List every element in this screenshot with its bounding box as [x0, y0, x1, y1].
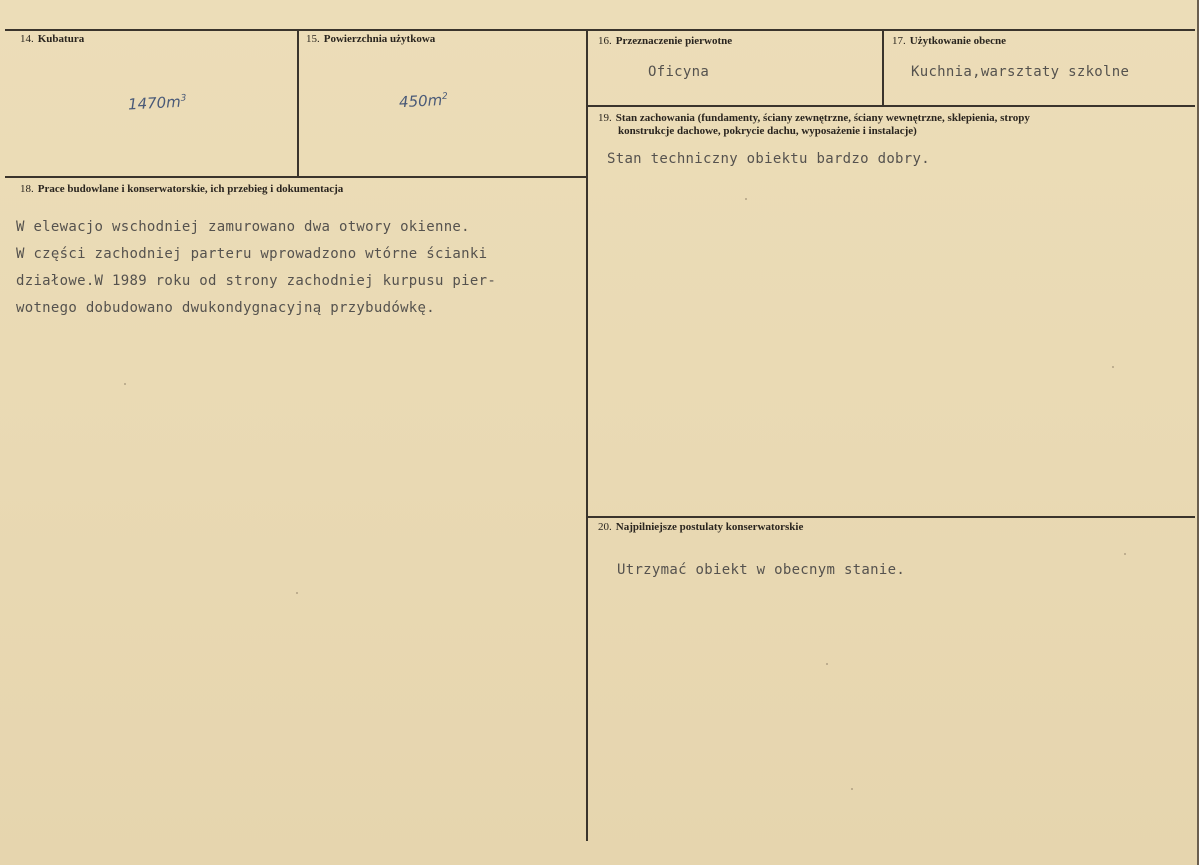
field-20-title: Najpilniejsze postulaty konserwatorskie: [615, 521, 804, 533]
field-15-value-sup: 2: [441, 91, 449, 103]
field-15-number: 15.: [306, 33, 320, 45]
divider-14-15: [297, 29, 299, 176]
field-17-title: Użytkowanie obecne: [909, 35, 1006, 47]
rule-above-20: [588, 516, 1195, 518]
field-20-number: 20.: [598, 521, 612, 533]
field-16-number: 16.: [598, 35, 612, 47]
field-17-value: Kuchnia,warsztaty szkolne: [911, 64, 1130, 80]
field-15-value-text: 450m: [398, 91, 443, 112]
field-16-label: [598, 35, 732, 48]
field-14-value-sup: 3: [180, 93, 187, 104]
paper-speck: [296, 592, 298, 594]
field-19-number: 19.: [598, 112, 612, 124]
paper-speck: [745, 198, 747, 200]
field-16-value: Oficyna: [648, 64, 710, 80]
paper-speck: [124, 383, 126, 385]
field-18-line-2: W części zachodniej parteru wprowadzono wtórne ścianki: [16, 246, 488, 262]
paper-speck: [826, 663, 828, 665]
field-18-line-3: działowe.W 1989 roku od strony zachodniej kurpusu pier-: [16, 273, 497, 289]
rule-under-16-17: [588, 105, 1195, 107]
field-14-value-text: 1470m: [127, 92, 182, 114]
paper-speck: [851, 788, 853, 790]
field-19-label-line-1: [598, 112, 1173, 125]
field-15-title: Powierzchnia użytkowa: [323, 33, 436, 45]
field-14-label: [20, 33, 84, 46]
field-19-label-line-2: konstrukcje dachowe, pokrycie dachu, wyposażenie i instalacje): [618, 125, 917, 137]
divider-16-17: [882, 29, 884, 105]
field-18-label: [20, 183, 343, 196]
field-17-label: [892, 35, 1006, 48]
paper-speck: [1112, 366, 1114, 368]
field-18-line-1: W elewacjo wschodniej zamurowano dwa otwory okienne.: [16, 219, 470, 235]
field-14-number: 14.: [20, 33, 34, 45]
field-16-title: Przeznaczenie pierwotne: [615, 35, 733, 47]
field-18-number: 18.: [20, 183, 34, 195]
field-19-value: Stan techniczny obiektu bardzo dobry.: [607, 151, 930, 167]
field-15-label: [306, 33, 435, 46]
field-17-number: 17.: [892, 35, 906, 47]
center-divider: [586, 29, 588, 841]
rule-under-14-15: [5, 176, 588, 178]
field-18-title: Prace budowlane i konserwatorskie, ich przebieg i dokumentacja: [37, 183, 344, 195]
field-20-label: [598, 521, 803, 534]
field-19-title-1: Stan zachowania (fundamenty, ściany zewnętrzne, ściany wewnętrzne, sklepienia, stropy: [615, 112, 1030, 124]
field-15-value: [399, 91, 449, 112]
field-14-title: Kubatura: [37, 33, 85, 45]
field-19-label: [598, 112, 1173, 138]
top-rule: [5, 29, 1195, 31]
field-14-value: [128, 92, 187, 113]
field-18-line-4: wotnego dobudowano dwukondygnacyjną przybudówkę.: [16, 300, 435, 316]
field-20-value: Utrzymać obiekt w obecnym stanie.: [617, 562, 906, 578]
paper-speck: [1124, 553, 1126, 555]
